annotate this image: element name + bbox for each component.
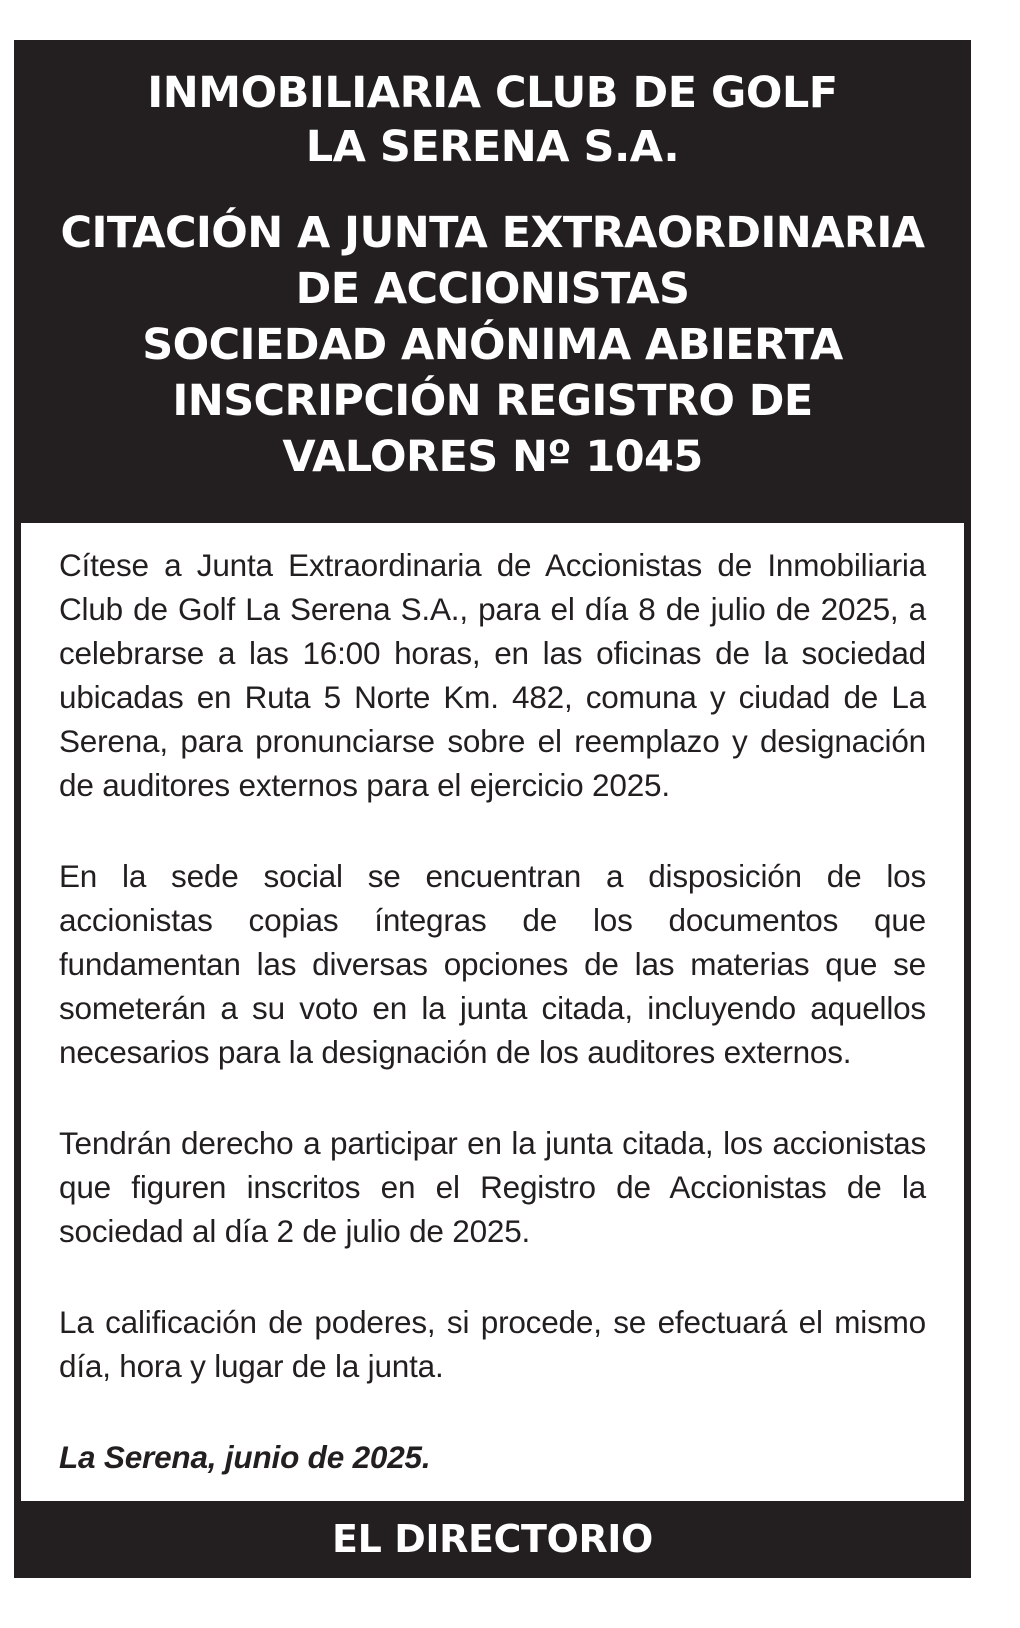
notice-header (14, 40, 971, 513)
paragraph-meeting-details: Cítese a Junta Extraordinaria de Accionistas de Inmobiliaria Club de Golf La Serena S.A., para el día 8 de julio de 2025, a celebrarse a las 16:00 horas, en las oficinas de la sociedad ubicadas en Ruta 5 Norte Km. 482, comuna y ciudad de La Serena, para pronunciarse sobre el reemplazo y designación de auditores externos para el ejercicio 2025. (59, 547, 926, 803)
citation-title-line-2: DE ACCIONISTAS (295, 264, 690, 314)
place-and-date: La Serena, junio de 2025. (59, 1439, 431, 1475)
notice-footer (14, 1501, 971, 1578)
citation-title-line-3: SOCIEDAD ANÓNIMA ABIERTA (142, 320, 843, 370)
company-name-line-1: INMOBILIARIA CLUB DE GOLF (147, 68, 838, 118)
citation-title (14, 205, 971, 485)
citation-title-line-4: INSCRIPCIÓN REGISTRO DE (172, 376, 813, 426)
notice-body (21, 523, 964, 1501)
signatory: EL DIRECTORIO (332, 1517, 653, 1561)
paragraph-documents-available: En la sede social se encuentran a disposición de los accionistas copias íntegras de los documentos que fundamentan las diversas opciones de las materias que se someterán a su voto en la junta citada, incluyendo aquellos necesarios para la designación de los auditores externos. (59, 858, 926, 1070)
legal-notice (14, 40, 971, 1578)
company-name (14, 66, 971, 174)
company-name-line-2: LA SERENA S.A. (305, 122, 680, 172)
citation-title-line-5: VALORES Nº 1045 (282, 432, 703, 482)
citation-title-line-1: CITACIÓN A JUNTA EXTRAORDINARIA (60, 208, 925, 258)
paragraph-proxy-qualification: La calificación de poderes, si procede, se efectuará el mismo día, hora y lugar de la junta. (59, 1304, 926, 1384)
paragraph-participation-rights: Tendrán derecho a participar en la junta citada, los accionistas que figuren inscritos en el Registro de Accionistas de la sociedad al día 2 de julio de 2025. (59, 1125, 926, 1249)
